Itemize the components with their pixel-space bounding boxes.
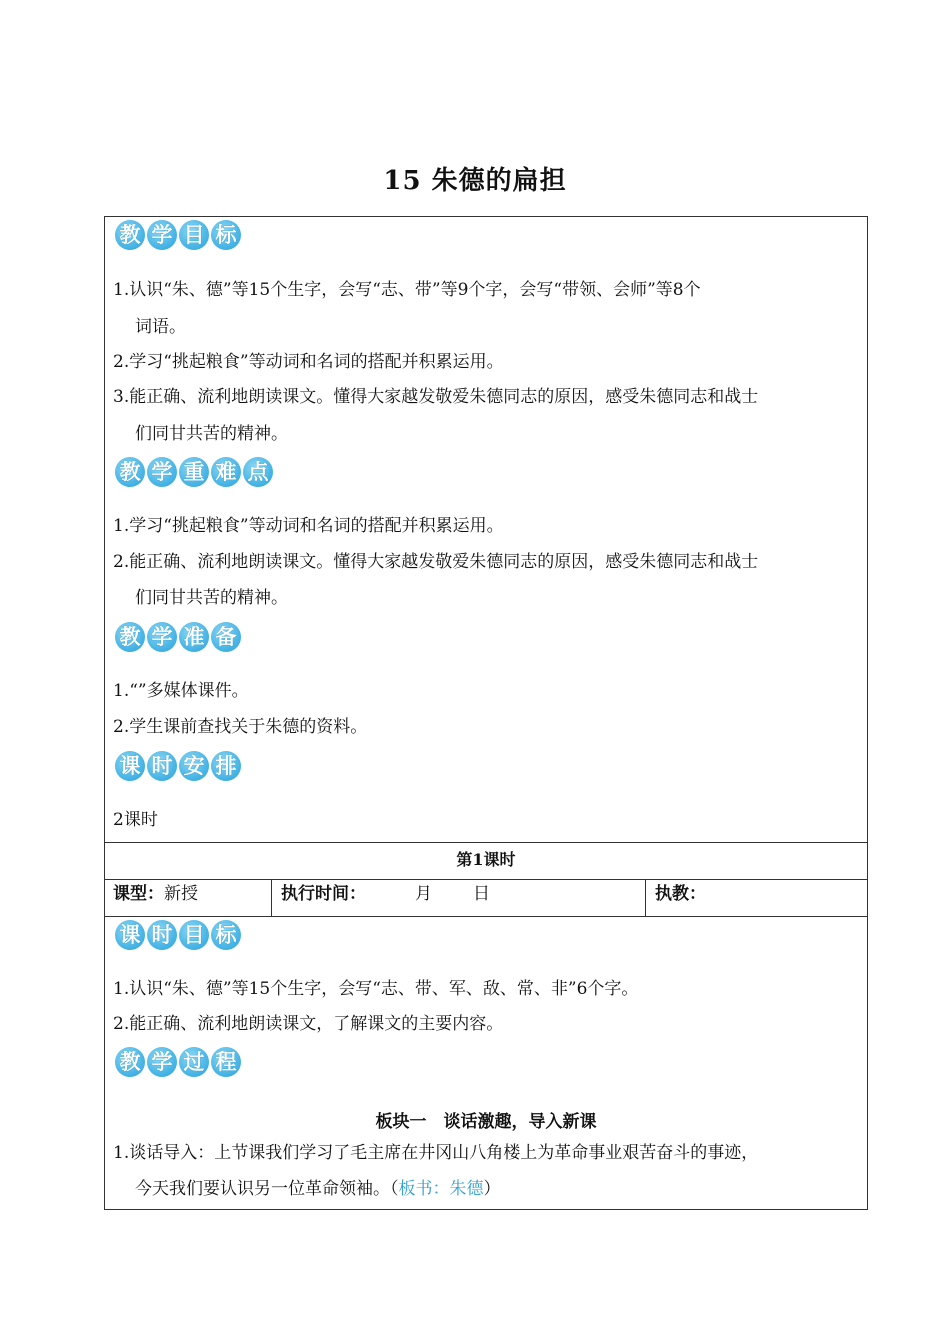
schedule-line: 2课时	[113, 810, 158, 830]
badge-char: 课	[115, 920, 145, 950]
execution-time-label: 执行时间：	[281, 884, 366, 904]
lesson-type-value: 新授	[164, 884, 198, 904]
row-divider	[105, 916, 867, 917]
keypoint-line: 们同甘共苦的精神。	[135, 588, 288, 608]
close-paren: ）	[483, 1179, 501, 1199]
badge-char: 课	[115, 751, 145, 781]
badge-char: 时	[147, 751, 177, 781]
badge-char: 教	[115, 622, 145, 652]
keypoint-line: 2.能正确、流利地朗读课文。懂得大家越发敬爱朱德同志的原因，感受朱德同志和战士	[113, 552, 759, 572]
badge-char: 点	[243, 457, 273, 487]
objective-line: 词语。	[135, 317, 186, 337]
badge-char: 重	[179, 457, 209, 487]
process-badge	[115, 1047, 241, 1077]
cell-divider	[271, 880, 272, 916]
lesson-plan-table	[104, 216, 868, 1210]
teacher-label: 执教：	[655, 884, 706, 904]
badge-char: 教	[115, 220, 145, 250]
objective-line: 3.能正确、流利地朗读课文。懂得大家越发敬爱朱德同志的原因，感受朱德同志和战士	[113, 387, 759, 407]
keypoint-line: 1.学习“挑起粮食”等动词和名词的搭配并积累运用。	[113, 516, 504, 536]
objective-line: 1.认识“朱、德”等15个生字，会写“志、带”等9个字，会写“带领、会师”等8个	[113, 280, 701, 300]
month-label: 月	[415, 884, 432, 904]
schedule-badge	[115, 751, 241, 781]
preparation-line: 2.学生课前查找关于朱德的资料。	[113, 717, 368, 737]
process-line: 1.谈话导入：上节课我们学习了毛主席在井冈山八角楼上为革命事业艰苦奋斗的事迹，	[113, 1143, 759, 1163]
badge-char: 难	[211, 457, 241, 487]
badge-char: 过	[179, 1047, 209, 1077]
board-note: 板书：朱德	[398, 1179, 484, 1199]
objectives-badge	[115, 220, 241, 250]
preparation-badge	[115, 622, 241, 652]
badge-char: 备	[211, 622, 241, 652]
badge-char: 标	[211, 220, 241, 250]
badge-char: 准	[179, 622, 209, 652]
block-title: 板块一 谈话激趣，导入新课	[375, 1112, 597, 1132]
badge-char: 学	[147, 1047, 177, 1077]
row-divider	[105, 842, 867, 843]
preparation-line: 1.“”多媒体课件。	[113, 681, 249, 701]
badge-char: 教	[115, 1047, 145, 1077]
badge-char: 学	[147, 622, 177, 652]
badge-char: 标	[211, 920, 241, 950]
teacher-cell	[655, 883, 706, 905]
execution-time-cell	[281, 883, 641, 905]
badge-char: 目	[179, 920, 209, 950]
keypoints-badge	[115, 457, 273, 487]
badge-char: 排	[211, 751, 241, 781]
objective-line: 们同甘共苦的精神。	[135, 424, 288, 444]
badge-char: 安	[179, 751, 209, 781]
day-label: 日	[473, 884, 490, 904]
lesson-objectives-badge	[115, 920, 241, 950]
process-text: 今天我们要认识另一位革命领袖。（	[135, 1179, 399, 1199]
document-title: 15 朱德的扁担	[383, 166, 567, 196]
badge-char: 学	[147, 457, 177, 487]
cell-divider	[645, 880, 646, 916]
badge-char: 教	[115, 457, 145, 487]
objective-line: 2.学习“挑起粮食”等动词和名词的搭配并积累运用。	[113, 352, 504, 372]
lesson-objective-line: 1.认识“朱、德”等15个生字，会写“志、带、军、敌、常、非”6个字。	[113, 979, 639, 999]
badge-char: 时	[147, 920, 177, 950]
badge-char: 目	[179, 220, 209, 250]
lesson-heading: 第1课时	[456, 850, 516, 869]
row-divider	[105, 879, 867, 880]
lesson-objective-line: 2.能正确、流利地朗读课文，了解课文的主要内容。	[113, 1014, 504, 1034]
process-line-2	[135, 1178, 501, 1200]
badge-char: 学	[147, 220, 177, 250]
badge-char: 程	[211, 1047, 241, 1077]
lesson-type-label: 课型：	[113, 884, 164, 904]
lesson-type-cell	[113, 883, 198, 905]
